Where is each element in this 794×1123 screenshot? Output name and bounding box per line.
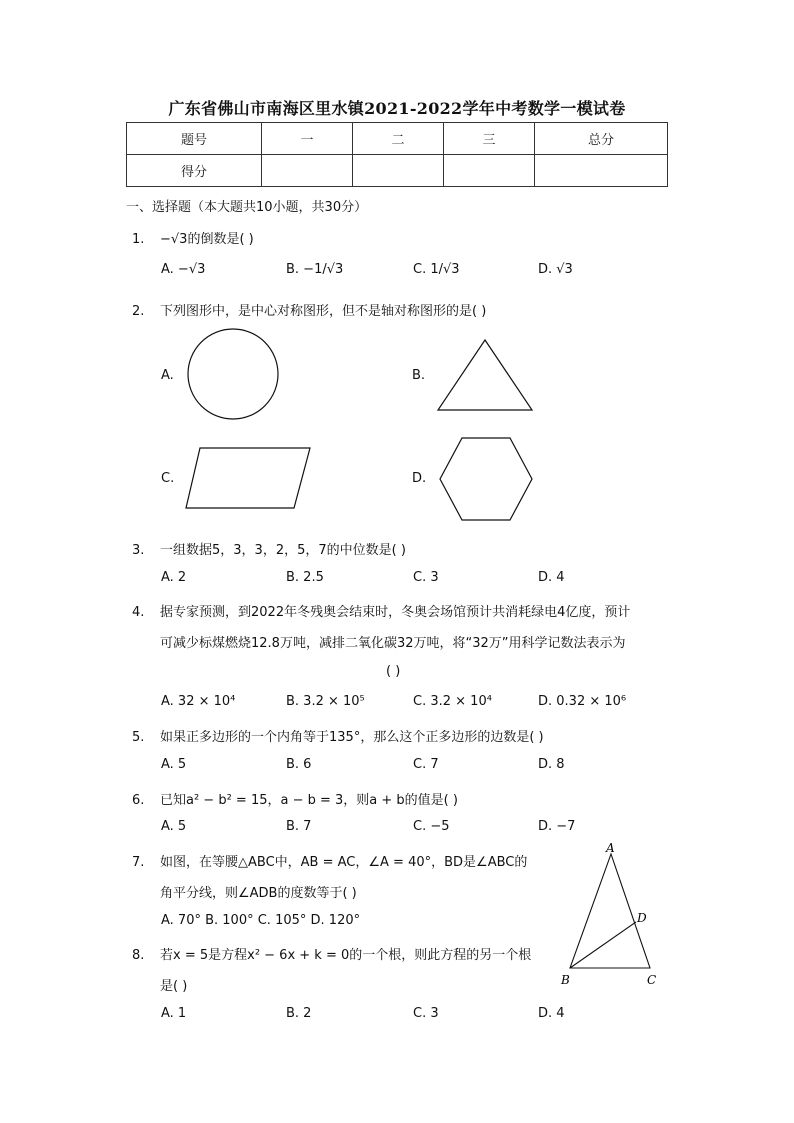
question-text: 已知a² − b² = 15，a − b = 3，则a + b的值是( )	[160, 793, 458, 808]
option-c: C. 3	[413, 1006, 439, 1021]
page-title: 广东省佛山市南海区里水镇2021-2022学年中考数学一模试卷	[168, 99, 626, 118]
option-b: B. 3.2 × 10⁵	[286, 694, 365, 709]
question-text: 若x = 5是方程x² − 6x + k = 0的一个根，则此方程的另一个根	[160, 948, 532, 963]
option-c: C. 1/√3	[413, 262, 460, 277]
question-5	[132, 726, 544, 745]
question-3	[132, 539, 406, 558]
question-text: −√3的倒数是( )	[160, 232, 254, 247]
question-4	[132, 601, 630, 620]
option-b: B. 6	[286, 757, 312, 772]
question-number: 5.	[132, 730, 145, 745]
question-text: 如果正多边形的一个内角等于135°，那么这个正多边形的边数是( )	[160, 730, 544, 745]
option-a: A. −√3	[161, 262, 206, 277]
score-header-cell: 一	[262, 123, 353, 155]
score-header-cell: 二	[353, 123, 444, 155]
question-number: 4.	[132, 605, 145, 620]
question-8	[132, 944, 531, 963]
score-table-header-row	[127, 123, 668, 155]
score-input-cell	[444, 155, 535, 187]
option-c: C. 3	[413, 570, 439, 585]
option-d: D. 8	[538, 757, 565, 772]
question-1	[132, 228, 254, 247]
score-header-cell: 题号	[127, 123, 262, 155]
option-a: A. 5	[161, 819, 187, 834]
question-6	[132, 789, 458, 808]
option-b: B. 2.5	[286, 570, 324, 585]
parallelogram-figure	[184, 446, 312, 512]
option-d: D. √3	[538, 262, 573, 277]
vertex-label-b: B	[561, 973, 570, 987]
option-b: B.	[412, 368, 426, 383]
option-a: A. 1	[161, 1006, 187, 1021]
isosceles-triangle-figure	[556, 840, 668, 990]
vertex-label-a: A	[606, 841, 615, 855]
point-label-d: D	[637, 911, 647, 925]
hexagon-figure	[438, 436, 534, 522]
option-d: D.	[412, 471, 427, 486]
triangle-figure	[436, 338, 534, 414]
option-b: B. −1/√3	[286, 262, 344, 277]
score-input-cell	[353, 155, 444, 187]
question-7	[132, 851, 527, 870]
option-a: A. 32 × 10⁴	[161, 694, 236, 709]
question-text-cont: 是( )	[160, 979, 188, 994]
question-2	[132, 300, 486, 319]
score-input-cell	[262, 155, 353, 187]
option-a: A.	[161, 368, 174, 383]
question-text: 一组数据5，3，3，2，5，7的中位数是( )	[160, 543, 406, 558]
option-b: B. 2	[286, 1006, 312, 1021]
question-text: 如图，在等腰△ABC中，AB = AC，∠A = 40°，BD是∠ABC的	[160, 855, 528, 870]
question-text: 据专家预测，到2022年冬残奥会结束时，冬奥会场馆预计共消耗绿电4亿度，预计	[160, 605, 631, 620]
option-d: D. 0.32 × 10⁶	[538, 694, 627, 709]
score-header-cell: 总分	[535, 123, 668, 155]
option-b: B. 7	[286, 819, 312, 834]
question-text: 下列图形中，是中心对称图形，但不是轴对称图形的是( )	[160, 304, 487, 319]
question-number: 7.	[132, 855, 145, 870]
option-a: A. 5	[161, 757, 187, 772]
options-line: A. 70° B. 100° C. 105° D. 120°	[161, 913, 361, 928]
vertex-label-c: C	[647, 973, 657, 987]
question-number: 6.	[132, 793, 145, 808]
question-number: 3.	[132, 543, 145, 558]
score-header-cell: 三	[444, 123, 535, 155]
question-number: 1.	[132, 232, 145, 247]
option-a: A. 2	[161, 570, 187, 585]
question-text-cont: 可减少标煤燃烧12.8万吨，减排二氧化碳32万吨，将“32万”用科学记数法表示为	[160, 636, 626, 651]
option-d: D. −7	[538, 819, 576, 834]
option-d: D. 4	[538, 570, 565, 585]
option-d: D. 4	[538, 1006, 565, 1021]
score-input-cell	[535, 155, 668, 187]
question-text-cont: 角平分线，则∠ADB的度数等于( )	[160, 886, 357, 901]
score-table-score-row	[127, 155, 668, 187]
section-heading: 一、选择题（本大题共10小题，共30分）	[126, 200, 368, 215]
question-number: 8.	[132, 948, 145, 963]
option-c: C. 7	[413, 757, 439, 772]
option-c: C. −5	[413, 819, 450, 834]
score-table	[126, 122, 668, 187]
score-row-label: 得分	[127, 155, 262, 187]
question-number: 2.	[132, 304, 145, 319]
question-text-cont: ( )	[386, 664, 401, 679]
option-c: C. 3.2 × 10⁴	[413, 694, 492, 709]
option-c: C.	[161, 471, 175, 486]
circle-figure	[186, 328, 280, 422]
